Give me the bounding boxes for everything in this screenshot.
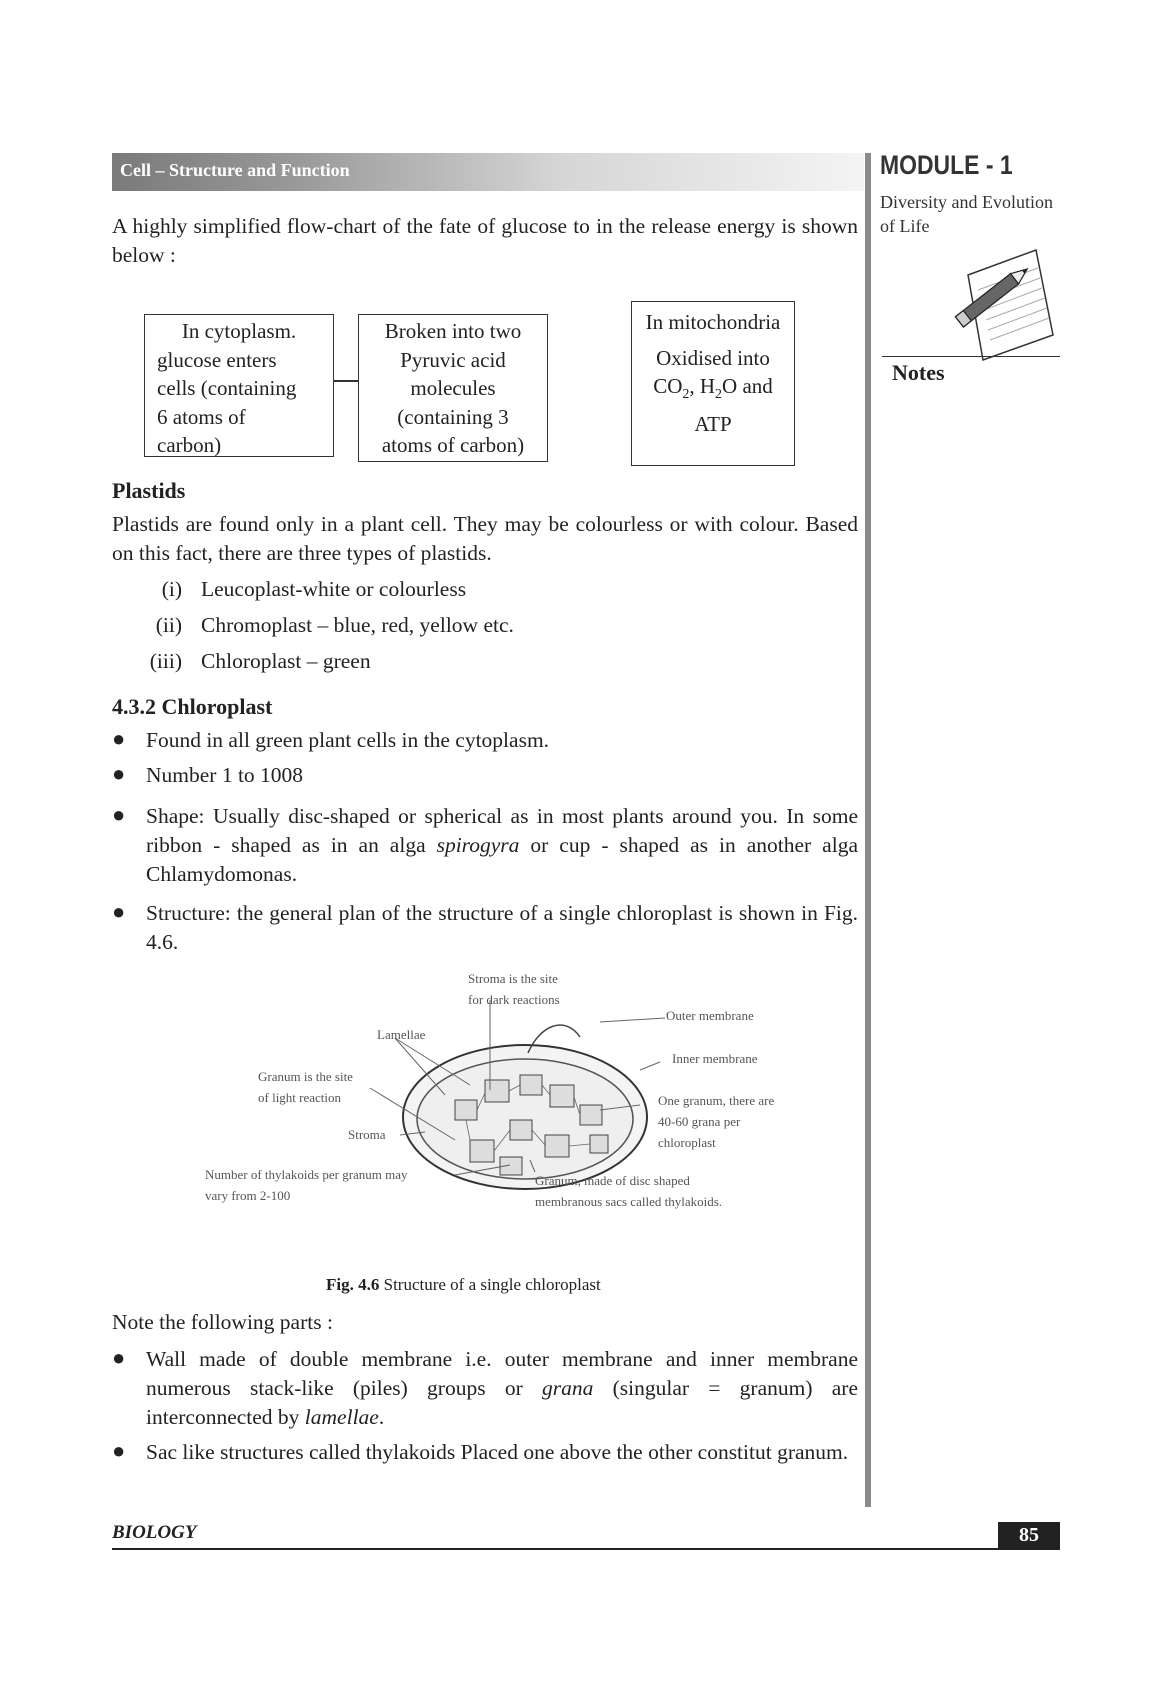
- note-intro: Note the following parts :: [112, 1310, 333, 1334]
- margin-divider: [865, 153, 871, 1507]
- plastid-item-text: Chloroplast – green: [201, 649, 371, 673]
- note-bullet-thylakoids: Sac like structures called thylakoids Placed one above the other constitut granum.: [146, 1440, 849, 1464]
- label-outer-membrane: Outer membrane: [666, 1008, 754, 1023]
- notes-underline: [882, 356, 1060, 357]
- flowchart-box-mitochondria: In mitochondria Oxidised into $CO_2$, $H_2O$ and ATP: [631, 301, 795, 466]
- plastid-item-number: (i): [161, 577, 182, 601]
- chloroplast-bullet: Number 1 to 1008: [146, 763, 304, 787]
- section-header-bar: [112, 153, 864, 191]
- module-subtitle: Diversity and Evolution of Life: [880, 192, 1053, 236]
- pencil-notepad-icon: [948, 245, 1058, 365]
- flowchart-box-cytoplasm: In cytoplasm. glucose enters cells (containing 6 atoms of carbon): [144, 314, 334, 457]
- flowchart-connector: [334, 380, 358, 382]
- plastids-heading: Plastids: [112, 478, 186, 503]
- bullet-icon: ●: [112, 1345, 126, 1370]
- bullet-icon: ●: [112, 899, 126, 924]
- figure-caption: Fig. 4.6 Structure of a single chloroplast: [326, 1275, 601, 1294]
- section-title: Cell – Structure and Function: [120, 160, 350, 180]
- bullet-icon: ●: [112, 726, 126, 751]
- label-granum-made: Granum, made of disc shaped membranous sacs called thylakoids.: [535, 1173, 723, 1209]
- chloroplast-heading: 4.3.2 Chloroplast: [112, 694, 273, 719]
- bullet-icon: ●: [112, 761, 126, 786]
- label-stroma-site: Stroma is the site for dark reactions: [468, 971, 560, 1007]
- intro-paragraph: A highly simplified flow-chart of the fate of glucose to in the release energy is shown below :: [112, 214, 858, 267]
- chloroplast-bullet: Structure: the general plan of the structure of a single chloroplast is shown in Fig. 4.6.: [146, 901, 858, 954]
- note-bullet-wall: Wall made of double membrane i.e. outer membrane and inner membrane numerous stack-like (piles) groups or grana (singular = granum) are interconnected by lamellae.: [146, 1347, 858, 1429]
- chloroplast-bullet-shape: Shape: Usually disc-shaped or spherical as in most plants around you. In some ribbon - shaped as in an alga spirogyra or cup - shaped as in another alga Chlamydomonas.: [146, 804, 858, 886]
- plastid-item-number: (ii): [155, 613, 182, 637]
- bullet-icon: ●: [112, 802, 126, 827]
- notes-label: Notes: [892, 360, 945, 385]
- module-title: MODULE - 1: [880, 150, 1013, 180]
- plastid-item-text: Chromoplast – blue, red, yellow etc.: [201, 613, 514, 637]
- footer-subject: BIOLOGY: [112, 1522, 197, 1543]
- page-number: 85: [998, 1522, 1060, 1550]
- plastid-item-number: (iii): [149, 649, 182, 673]
- chloroplast-bullet: Found in all green plant cells in the cytoplasm.: [146, 728, 550, 752]
- label-thylakoid-count: Number of thylakoids per granum may vary from 2-100: [205, 1167, 408, 1203]
- plastid-item-text: Leucoplast-white or colourless: [201, 577, 467, 601]
- footer-rule: [112, 1548, 1060, 1550]
- label-inner-membrane: Inner membrane: [672, 1051, 758, 1066]
- label-stroma: Stroma: [348, 1127, 386, 1142]
- bullet-icon: ●: [112, 1438, 126, 1463]
- label-granum-site: Granum is the site of light reaction: [258, 1069, 353, 1105]
- flowchart-box-pyruvic: Broken into two Pyruvic acid molecules (containing 3 atoms of carbon): [358, 314, 548, 462]
- label-one-granum: One granum, there are 40-60 grana per chloroplast: [658, 1093, 775, 1150]
- label-lamellae: Lamellae: [377, 1027, 426, 1042]
- plastids-paragraph: Plastids are found only in a plant cell. They may be colourless or with colour. Based on this fact, there are three types of plastids.: [112, 512, 858, 565]
